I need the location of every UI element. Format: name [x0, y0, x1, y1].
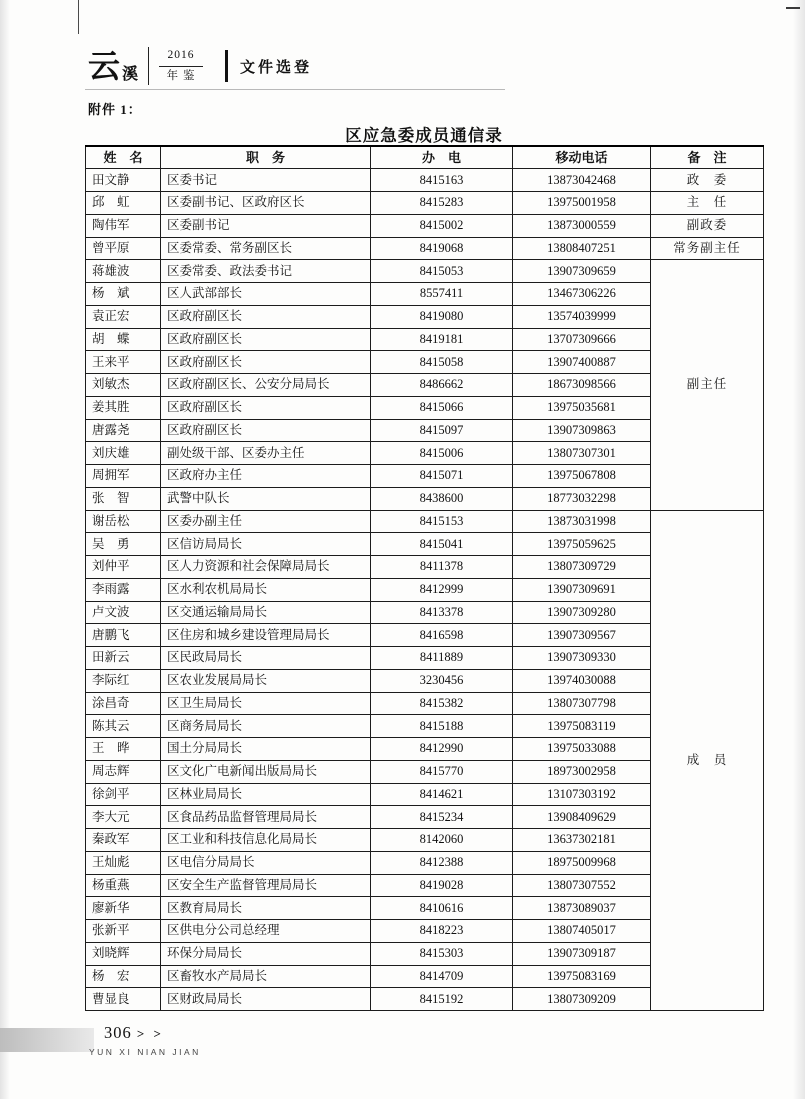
cell-name: 卢文波: [86, 601, 161, 624]
cell-position: 副处级干部、区委办主任: [161, 442, 371, 465]
cell-position: 区畜牧水产局局长: [161, 965, 371, 988]
cell-office: 8412990: [371, 738, 513, 761]
cell-name: 李际红: [86, 669, 161, 692]
cell-mobile: 13873000559: [513, 214, 651, 237]
cell-office: 8415382: [371, 692, 513, 715]
cell-mobile: 13908409629: [513, 806, 651, 829]
cell-office: 8419068: [371, 237, 513, 260]
cell-note: 政 委: [651, 169, 764, 192]
cell-mobile: 13807307552: [513, 874, 651, 897]
cell-office: 8415234: [371, 806, 513, 829]
cell-mobile: 13975033088: [513, 738, 651, 761]
crop-mark-left: [78, 0, 79, 34]
cell-name: 唐鹏飞: [86, 624, 161, 647]
cell-name: 张 智: [86, 487, 161, 510]
cell-position: 区文化广电新闻出版局局长: [161, 760, 371, 783]
cell-office: 8416598: [371, 624, 513, 647]
cell-mobile: 13467306226: [513, 283, 651, 306]
cell-position: 区电信分局局长: [161, 851, 371, 874]
cell-mobile: 13975035681: [513, 396, 651, 419]
cell-mobile: 13907309659: [513, 260, 651, 283]
cell-position: 区政府副区长: [161, 328, 371, 351]
cell-office: 8418223: [371, 920, 513, 943]
cell-office: 8412999: [371, 578, 513, 601]
cell-office: 8411889: [371, 647, 513, 670]
cell-office: 8419080: [371, 305, 513, 328]
cell-name: 姜其胜: [86, 396, 161, 419]
cell-name: 杨重燕: [86, 874, 161, 897]
cell-position: 区民政局局长: [161, 647, 371, 670]
cell-name: 王灿彪: [86, 851, 161, 874]
cell-office: 8415097: [371, 419, 513, 442]
cell-office: 8438600: [371, 487, 513, 510]
cell-mobile: 13907400887: [513, 351, 651, 374]
cell-office: 8415058: [371, 351, 513, 374]
cell-name: 廖新华: [86, 897, 161, 920]
cell-position: 区政府副区长: [161, 305, 371, 328]
cell-office: 8414709: [371, 965, 513, 988]
page-number: [104, 1023, 164, 1043]
cell-office: 8415188: [371, 715, 513, 738]
cell-position: 区委常委、政法委书记: [161, 260, 371, 283]
cell-name: 田文静: [86, 169, 161, 192]
cell-name: 唐露尧: [86, 419, 161, 442]
cell-position: 区委书记: [161, 169, 371, 192]
cell-office: 8419181: [371, 328, 513, 351]
footer-caption: YUN XI NIAN JIAN: [89, 1047, 201, 1057]
cell-position: 区食品药品监督管理局局长: [161, 806, 371, 829]
cell-name: 邱 虹: [86, 192, 161, 215]
cell-mobile: 13107303192: [513, 783, 651, 806]
section-label: 文件选登: [240, 58, 313, 76]
cell-mobile: 13807309729: [513, 556, 651, 579]
page-number-arrows: > >: [136, 1026, 164, 1041]
cell-name: 杨 宏: [86, 965, 161, 988]
cell-position: 区交通运输局局长: [161, 601, 371, 624]
table-row: [86, 192, 764, 215]
cell-name: 陶伟军: [86, 214, 161, 237]
cell-mobile: 13907309330: [513, 647, 651, 670]
cell-mobile: 13873089037: [513, 897, 651, 920]
crop-mark-right: [786, 7, 800, 9]
cell-office: 8415283: [371, 192, 513, 215]
cell-office: 8415071: [371, 465, 513, 488]
cell-mobile: 13807405017: [513, 920, 651, 943]
cell-mobile: 13907309567: [513, 624, 651, 647]
cell-mobile: 18673098566: [513, 374, 651, 397]
cell-position: 区政府副区长: [161, 419, 371, 442]
table-row: [86, 510, 764, 533]
cell-office: 3230456: [371, 669, 513, 692]
cell-position: 区政府办主任: [161, 465, 371, 488]
cell-position: 环保分局局长: [161, 942, 371, 965]
directory-table-body: [86, 169, 764, 1011]
year-divider: [159, 66, 203, 67]
cell-mobile: 13807307301: [513, 442, 651, 465]
cell-position: 区人武部部长: [161, 283, 371, 306]
cell-office: 8415066: [371, 396, 513, 419]
header-position: 职 务: [161, 146, 371, 169]
cell-name: 王来平: [86, 351, 161, 374]
table-title: 区应急委成员通信录: [345, 127, 503, 145]
header-row: [86, 146, 764, 169]
cell-office: 8415770: [371, 760, 513, 783]
cell-mobile: 18975009968: [513, 851, 651, 874]
cell-mobile: 13974030088: [513, 669, 651, 692]
cell-mobile: 13637302181: [513, 829, 651, 852]
cell-position: 区委副书记: [161, 214, 371, 237]
cell-office: 8415006: [371, 442, 513, 465]
cell-position: 区委副书记、区政府区长: [161, 192, 371, 215]
cell-office: 8415192: [371, 988, 513, 1011]
cell-mobile: 13873031998: [513, 510, 651, 533]
cell-office: 8419028: [371, 874, 513, 897]
cell-position: 区政府副区长、公安分局局长: [161, 374, 371, 397]
masthead-divider-thick: [225, 50, 228, 82]
footer-gradient-bar: [0, 1028, 94, 1052]
cell-name: 李雨露: [86, 578, 161, 601]
cell-position: 区水利农机局局长: [161, 578, 371, 601]
page-left-edge: [0, 0, 10, 1099]
cell-position: 区信访局局长: [161, 533, 371, 556]
logo-yun: 云: [88, 48, 121, 84]
cell-name: 蒋雄波: [86, 260, 161, 283]
cell-name: 袁正宏: [86, 305, 161, 328]
cell-name: 谢岳松: [86, 510, 161, 533]
table-row: [86, 169, 764, 192]
cell-mobile: 13975067808: [513, 465, 651, 488]
cell-name: 秦政军: [86, 829, 161, 852]
cell-position: 区政府副区长: [161, 396, 371, 419]
cell-name: 刘仲平: [86, 556, 161, 579]
page-right-edge: [793, 0, 805, 1099]
cell-name: 李大元: [86, 806, 161, 829]
cell-name: 曾平原: [86, 237, 161, 260]
cell-name: 周志辉: [86, 760, 161, 783]
cell-mobile: 18773032298: [513, 487, 651, 510]
cell-office: 8142060: [371, 829, 513, 852]
cell-name: 张新平: [86, 920, 161, 943]
cell-position: 区安全生产监督管理局局长: [161, 874, 371, 897]
cell-mobile: 13907309691: [513, 578, 651, 601]
table-row: [86, 214, 764, 237]
cell-position: 区委常委、常务副区长: [161, 237, 371, 260]
cell-name: 陈其云: [86, 715, 161, 738]
cell-position: 区财政局局长: [161, 988, 371, 1011]
cell-mobile: 13907309280: [513, 601, 651, 624]
cell-mobile: 13808407251: [513, 237, 651, 260]
cell-office: 8415041: [371, 533, 513, 556]
page-number-value: 306: [104, 1023, 132, 1042]
cell-office: 8415053: [371, 260, 513, 283]
cell-position: 区住房和城乡建设管理局局长: [161, 624, 371, 647]
cell-name: 周拥军: [86, 465, 161, 488]
year-label: 2016: [167, 48, 195, 61]
header-mobile-phone: 移动电话: [513, 146, 651, 169]
cell-name: 刘晓辉: [86, 942, 161, 965]
cell-mobile: 13907309863: [513, 419, 651, 442]
cell-position: 区农业发展局局长: [161, 669, 371, 692]
cell-office: 8413378: [371, 601, 513, 624]
cell-position: 区工业和科技信息化局局长: [161, 829, 371, 852]
cell-position: 区商务局局长: [161, 715, 371, 738]
cell-position: 区林业局局长: [161, 783, 371, 806]
cell-mobile: 13975083119: [513, 715, 651, 738]
cell-office: 8557411: [371, 283, 513, 306]
cell-mobile: 13707309666: [513, 328, 651, 351]
cell-note: 常务副主任: [651, 237, 764, 260]
cell-name: 徐剑平: [86, 783, 161, 806]
cell-name: 刘敏杰: [86, 374, 161, 397]
header-office-phone: 办 电: [371, 146, 513, 169]
cell-position: 国土分局局长: [161, 738, 371, 761]
cell-name: 曹显良: [86, 988, 161, 1011]
cell-mobile: 13807309209: [513, 988, 651, 1011]
cell-name: 杨 斌: [86, 283, 161, 306]
cell-mobile: 13807307798: [513, 692, 651, 715]
cell-office: 8414621: [371, 783, 513, 806]
cell-office: 8415002: [371, 214, 513, 237]
cell-office: 8486662: [371, 374, 513, 397]
header-note: 备 注: [651, 146, 764, 169]
masthead-rule: [85, 89, 505, 90]
cell-position: 区卫生局局长: [161, 692, 371, 715]
cell-mobile: 13574039999: [513, 305, 651, 328]
cell-office: 8415163: [371, 169, 513, 192]
cell-position: 区教育局局长: [161, 897, 371, 920]
cell-position: 区供电分公司总经理: [161, 920, 371, 943]
cell-office: 8412388: [371, 851, 513, 874]
cell-office: 8415303: [371, 942, 513, 965]
table-row: [86, 237, 764, 260]
directory-table: [85, 145, 764, 1011]
cell-position: 武警中队长: [161, 487, 371, 510]
cell-mobile: 13907309187: [513, 942, 651, 965]
masthead-divider-thin: [148, 47, 149, 85]
cell-office: 8410616: [371, 897, 513, 920]
cell-office: 8411378: [371, 556, 513, 579]
cell-note: 副主任: [651, 260, 764, 510]
cell-note: 副政委: [651, 214, 764, 237]
cell-name: 刘庆雄: [86, 442, 161, 465]
cell-name: 吴 勇: [86, 533, 161, 556]
cell-mobile: 18973002958: [513, 760, 651, 783]
cell-position: 区政府副区长: [161, 351, 371, 374]
cell-name: 田新云: [86, 647, 161, 670]
cell-mobile: 13975059625: [513, 533, 651, 556]
cell-position: 区人力资源和社会保障局局长: [161, 556, 371, 579]
cell-mobile: 13975083169: [513, 965, 651, 988]
cell-note: 主 任: [651, 192, 764, 215]
cell-name: 王 晔: [86, 738, 161, 761]
masthead: [88, 44, 312, 88]
logo-xi: 溪: [122, 66, 139, 83]
attachment-label: 附件 1：: [88, 102, 142, 117]
cell-mobile: 13873042468: [513, 169, 651, 192]
cell-position: 区委办副主任: [161, 510, 371, 533]
table-row: [86, 260, 764, 283]
cell-note: 成 员: [651, 510, 764, 1011]
cell-mobile: 13975001958: [513, 192, 651, 215]
cell-name: 涂昌奇: [86, 692, 161, 715]
cell-name: 胡 蝶: [86, 328, 161, 351]
year-block: [159, 48, 203, 84]
header-name: 姓 名: [86, 146, 161, 169]
yearbook-label: 年 鉴: [166, 69, 196, 82]
cell-office: 8415153: [371, 510, 513, 533]
